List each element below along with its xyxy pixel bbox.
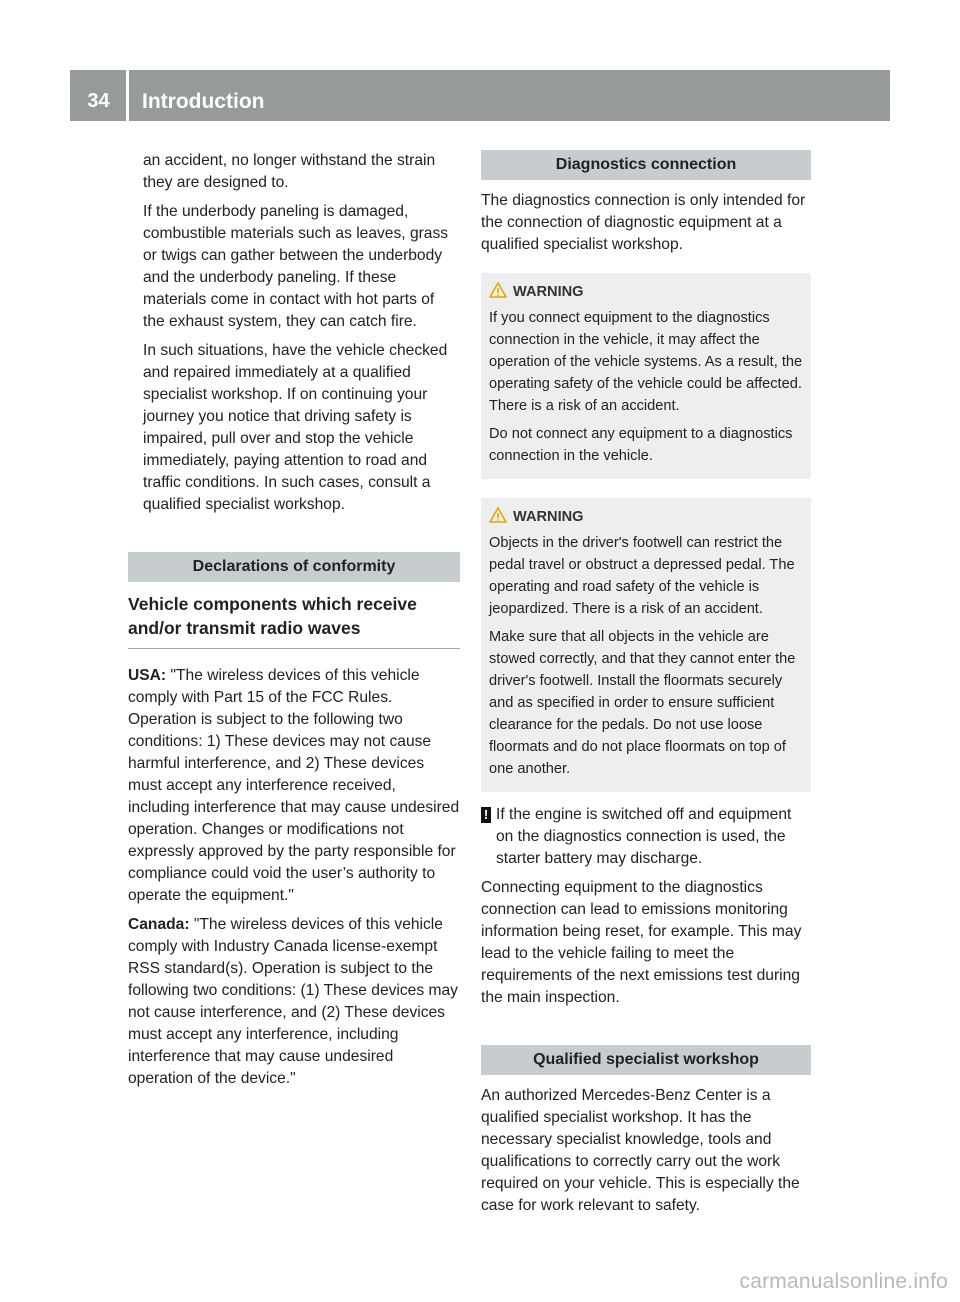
warning-text: Objects in the driver's footwell can restrict the pedal travel or obstruct a depressed pedal. The operating and road safety of the vehicle is jeopardized. There is a risk of an accident. — [489, 535, 795, 617]
paragraph: Connecting equipment to the diagnostics connection can lead to emissions monitoring information being reset, for example. This may lead to the vehicle failing to meet the requirements of the next emissions test during the main inspection. — [481, 879, 802, 1006]
canada-declaration — [128, 914, 460, 1090]
canada-label: Canada: — [128, 916, 190, 933]
header-divider — [126, 70, 129, 121]
usa-label: USA: — [128, 667, 167, 684]
subheading-radio-components: Vehicle components which receive and/or transmit radio waves — [128, 592, 460, 649]
warning-triangle-icon — [489, 282, 507, 298]
paragraph: If the underbody paneling is damaged, combustible materials such as leaves, grass or twigs can gather between the underbody and the underbody paneling. If these materials come in contact with hot parts of the exhaust system, they can catch fire. — [143, 203, 449, 330]
warning-box — [481, 273, 811, 479]
paragraph: In such situations, have the vehicle checked and repaired immediately at a qualified specialist workshop. If on continuing your journey you notice that driving safety is impaired, pull over and stop the vehicle immediately, paying attention to road and traffic conditions. In such cases, consult a qualified specialist workshop. — [143, 342, 448, 513]
usa-text: "The wireless devices of this vehicle comply with Part 15 of the FCC Rules. Operation is subject to the following two conditions: 1) These devices may not cause harmful interference, and 2) These devices must accept any interference received, including interference that may cause undesired operation. Changes or modifications not expressly approved by the party responsible for compliance could void the user’s authority to operate the equipment." — [128, 667, 460, 904]
warning-heading — [489, 281, 803, 303]
section-title-workshop: Qualified specialist workshop — [481, 1045, 811, 1075]
page-number: 34 — [87, 90, 110, 112]
right-column — [481, 150, 811, 1224]
warning-box — [481, 498, 811, 792]
section-title-diagnostics: Diagnostics connection — [481, 150, 811, 180]
warning-label: WARNING — [513, 284, 584, 300]
note-battery — [481, 804, 811, 870]
paragraph: An authorized Mercedes-Benz Center is a qualified specialist workshop. It has the necessary specialist knowledge, tools and qualifications to correctly carry out the work required on your vehicle. This is especially the case for work relevant to safety. — [481, 1087, 800, 1214]
warning-heading — [489, 506, 803, 528]
paragraph: an accident, no longer withstand the strain they are designed to. — [143, 152, 436, 191]
canada-text: "The wireless devices of this vehicle comply with Industry Canada license-exempt RSS standard(s). Operation is subject to the following two conditions: (1) These devices may not cause interference, and (2) These devices must accept any interference, including interference that may cause undesired operation of the device." — [128, 916, 458, 1087]
warning-text: Do not connect any equipment to a diagnostics connection in the vehicle. — [489, 426, 793, 464]
watermark: carmanualsonline.info — [739, 1270, 948, 1293]
warning-triangle-icon — [489, 507, 507, 523]
usa-declaration — [128, 665, 460, 907]
warning-text: Make sure that all objects in the vehicle are stowed correctly, and that they cannot enter the driver's footwell. Install the floormats securely and as specified in order to ensure sufficient clearance for the pedals. Do not use loose floormats and do not place floormats on top of one another. — [489, 629, 796, 777]
chapter-title: Introduction — [142, 90, 265, 113]
note-text: If the engine is switched off and equipment on the diagnostics connection is used, the starter battery may discharge. — [496, 806, 792, 867]
left-column — [128, 150, 460, 1097]
paragraph: The diagnostics connection is only intended for the connection of diagnostic equipment at a qualified specialist workshop. — [481, 192, 806, 253]
section-title-declarations: Declarations of conformity — [128, 552, 460, 582]
warning-label: WARNING — [513, 509, 584, 525]
warning-text: If you connect equipment to the diagnostics connection in the vehicle, it may affect the operation of the vehicle systems. As a result, the operating safety of the vehicle could be affected. There is a risk of an accident. — [489, 310, 803, 414]
exclamation-icon: ! — [481, 807, 491, 823]
